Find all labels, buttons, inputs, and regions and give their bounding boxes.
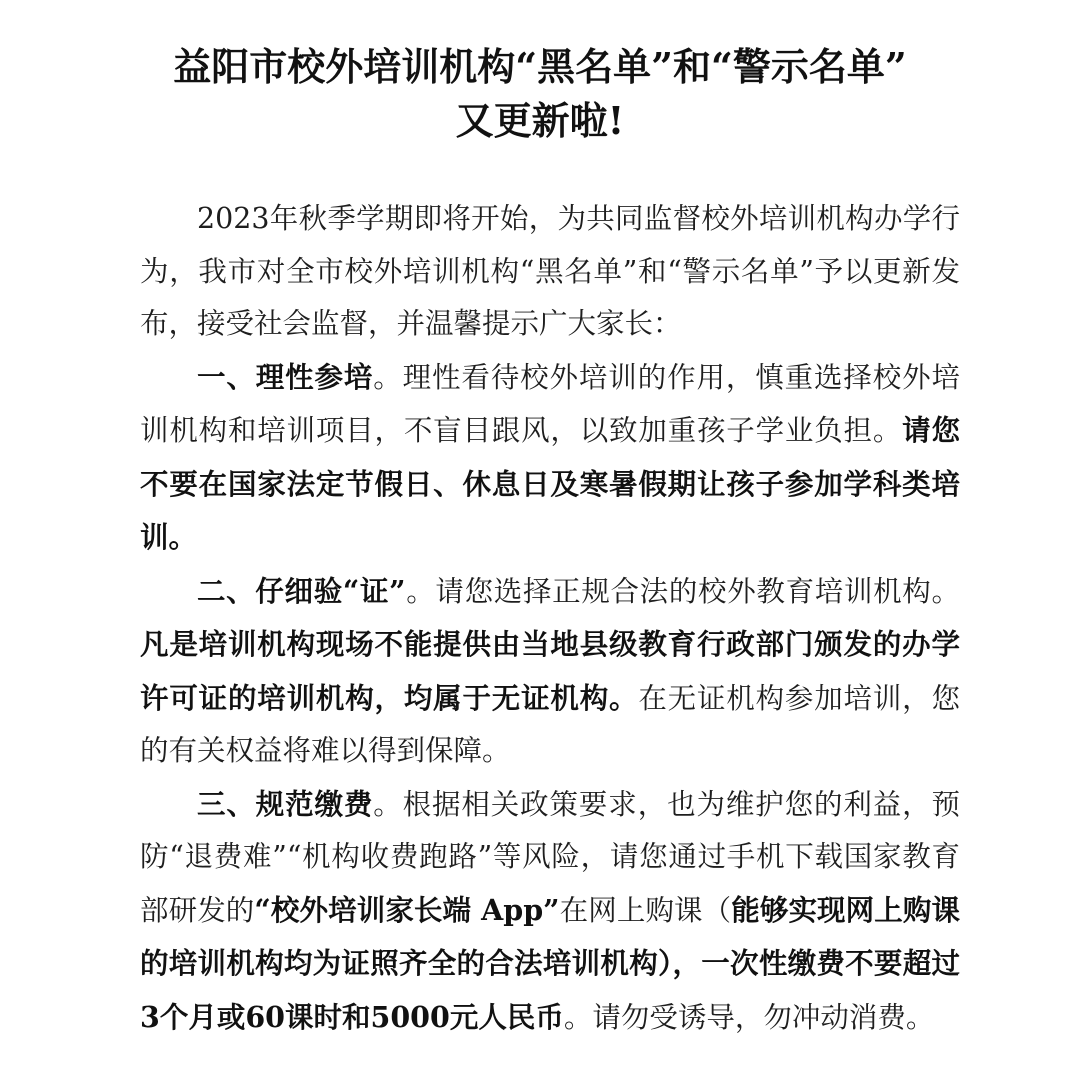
document-title-line-2: 又更新啦!	[455, 98, 625, 143]
section-1-paragraph	[140, 351, 960, 565]
section-3-text-mid: 在网上购课（	[559, 893, 732, 927]
section-3-text-end: 。请勿受诱导，勿冲动消费。	[563, 1000, 935, 1034]
section-2-paragraph	[140, 565, 960, 778]
section-2-heading: 二、仔细验“证”	[197, 573, 406, 608]
document-title-line-1: 益阳市校外培训机构“黑名单”和“警示名单”	[173, 44, 907, 89]
section-3-heading: 三、规范缴费	[197, 786, 374, 821]
section-3-bold-text: 能够实现网上购课的培训机构均为证照齐全的合法培训机构），一次性缴费不要超过3个月或60课时和5000元人民币	[140, 892, 960, 1034]
section-2-text-end: 在无证机构参加培训，您的有关权益将难以得到保障。	[140, 681, 960, 767]
document-body	[140, 193, 960, 1044]
section-1-heading: 一、理性参培	[197, 359, 374, 394]
section-2-text: 。请您选择正规合法的校外教育培训机构。	[405, 574, 960, 608]
section-3-app-name: “校外培训家长端 App”	[254, 892, 560, 927]
section-1-text: 。理性看待校外培训的作用，慎重选择校外培训机构和培训项目，不盲目跟风，以致加重孩子学业负担。	[140, 360, 960, 447]
section-1-bold-text: 请您不要在国家法定节假日、休息日及寒暑假期让孩子参加学科类培训。	[140, 413, 960, 554]
intro-paragraph: 2023年秋季学期即将开始，为共同监督校外培训机构办学行为，我市对全市校外培训机构“黑名单”和“警示名单”予以更新发布，接受社会监督，并温馨提示广大家长：	[140, 202, 960, 340]
section-3-text: 。根据相关政策要求，也为维护您的利益，预防“退费难”“机构收费跑路”等风险，请您通过手机下载国家教育部研发的	[140, 787, 960, 927]
section-3-paragraph	[140, 778, 960, 1045]
section-2-bold-text: 凡是培训机构现场不能提供由当地县级教育行政部门颁发的办学许可证的培训机构，均属于无证机构。	[140, 627, 960, 715]
